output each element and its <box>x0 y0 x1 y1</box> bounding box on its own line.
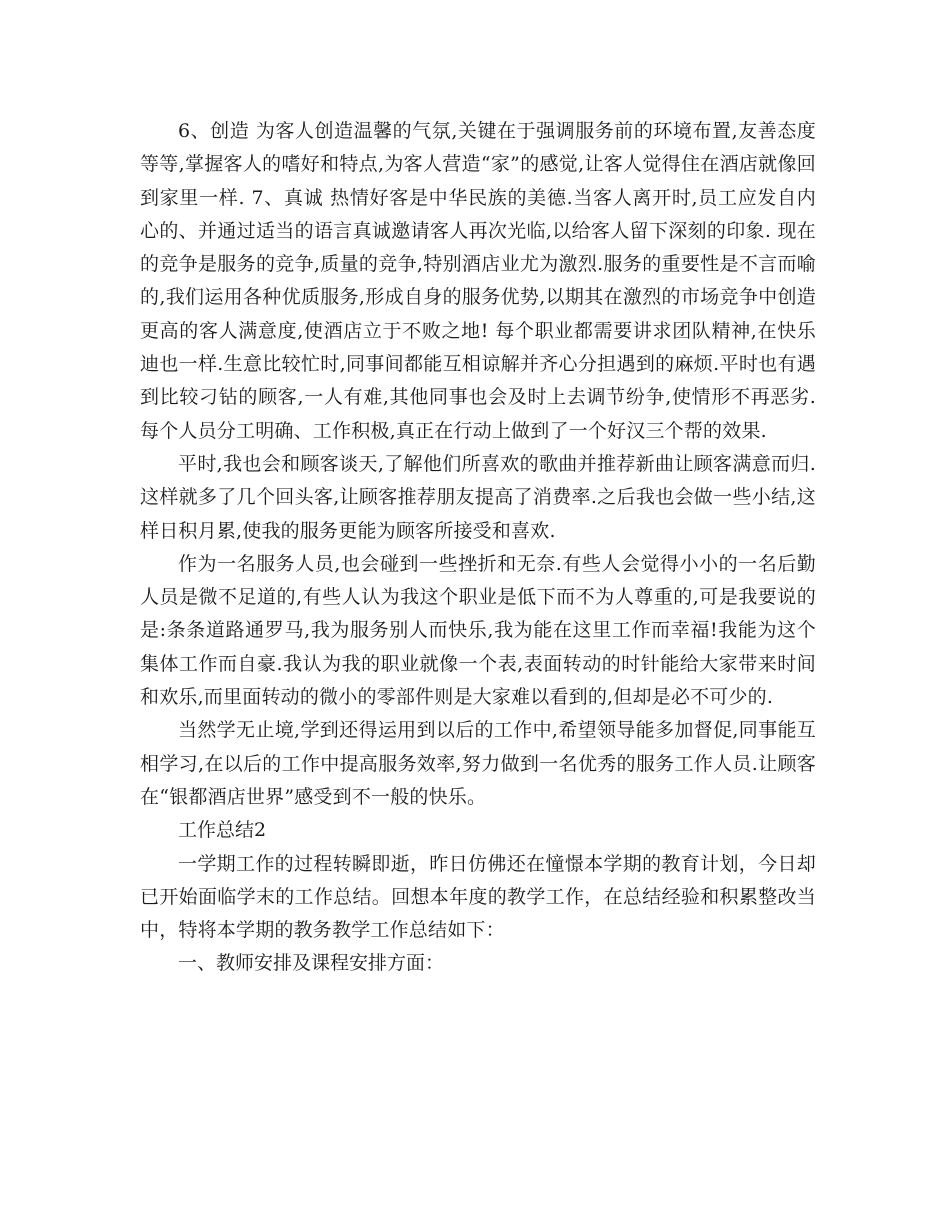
paragraph-semester-summary: 一学期工作的过程转瞬即逝，昨日仿佛还在憧憬本学期的教育计划，今日却已开始面临学末的工作总结。回想本年度的教学工作，在总结经验和积累整改当中，特将本学期的教务教学工作总结如下： <box>140 852 816 942</box>
subheading-teacher-arrangement: 一、教师安排及课程安排方面： <box>178 952 445 975</box>
paragraph-continuous-learning: 当然学无止境,学到还得运用到以后的工作中,希望领导能多加督促,同事能互相学习,在以后的工作中提高服务效率,努力做到一名优秀的服务工作人员.让顾客在“银都酒店世界”感受到不一般的快乐。 <box>140 719 816 808</box>
section-title: 工作总结2 <box>178 819 267 842</box>
paragraph-service-principles: 6、创造 为客人创造温馨的气氛,关键在于强调服务前的环境布置,友善态度等等,掌握客人的嗜好和特点,为客人营造“家”的感觉,让客人觉得住在酒店就像回到家里一样. 7、真诚 热情好客是中华民族的美德.当客人离开时,员工应发自内心的、并通过适当的语言真诚邀请客人再次光临,以给客人留下深刻的印象. 现在的竞争是服务的竞争,质量的竞争,特别酒店业尤为激烈.服务的重要性是不言而喻的,我们运用各种优质服务,形成自身的服务优势,以期其在激烈的市场竞争中创造更高的客人满意度,使酒店立于不败之地! 每个职业都需要讲求团队精神,在快乐迪也一样.生意比较忙时,同事间都能互相谅解并齐心分担遇到的麻烦.平时也有遇到比较刁钻的顾客,一人有难,其他同事也会及时上去调节纷争,使情形不再恶劣.每个人员分工明确、工作积极,真正在行动上做到了一个好汉三个帮的效果. <box>140 120 816 442</box>
paragraph-frustrations: 作为一名服务人员,也会碰到一些挫折和无奈.有些人会觉得小小的一名后勤人员是微不足道的,有些人认为我这个职业是低下而不为人尊重的,可是我要说的是:条条道路通罗马,我为服务别人而快乐,我为能在这里工作而幸福!我能为这个集体工作而自豪.我认为我的职业就像一个表,表面转动的时针能给大家带来时间和欢乐,而里面转动的微小的零部件则是大家难以看到的,但却是必不可少的. <box>140 552 816 709</box>
paragraph-customer-chat: 平时,我也会和顾客谈天,了解他们所喜欢的歌曲并推荐新曲让顾客满意而归.这样就多了几个回头客,让顾客推荐朋友提高了消费率.之后我也会做一些小结,这样日积月累,使我的服务更能为顾客所接受和喜欢. <box>140 452 816 542</box>
